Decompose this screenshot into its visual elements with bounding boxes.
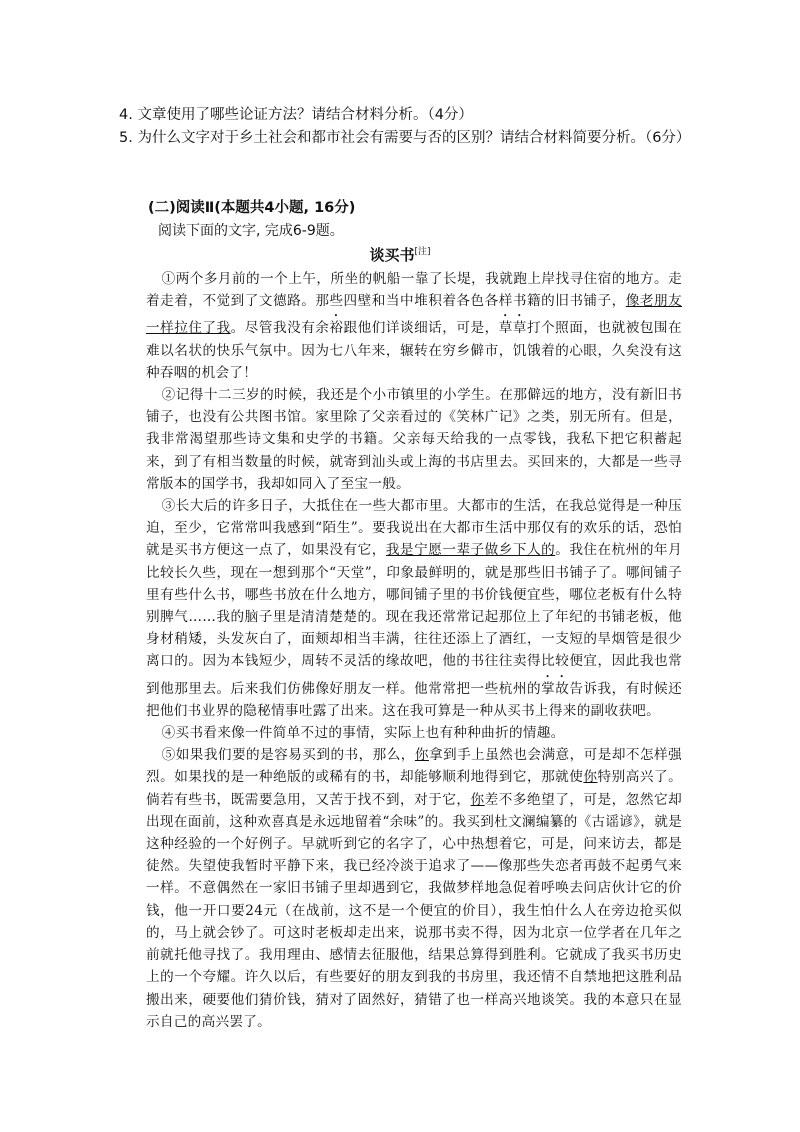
p1-underlined-phrase: 像老朋友一样拉住了我 <box>146 293 682 337</box>
question-4: 4. 文章使用了哪些论证方法？请结合材料分析。（4分） <box>119 107 473 123</box>
p3-dotted-word-zhanggu: 掌故 <box>541 680 570 697</box>
p5-underlined-ni-3: 你 <box>470 791 485 808</box>
section-title: (二)阅读Ⅱ(本题共4小题, 16分) <box>148 200 356 216</box>
p1-text-g: 打个照面，也就被包围在难以名状的快乐气氛中。因为七八年来，辗转在穷乡僻市，饥饿着的心眼，久矣没有这种吞咽的机会了！ <box>146 320 682 381</box>
p5-text-e: 特别高兴了。倘若有些书，既需要急用，又苦于找不到，对于它， <box>146 769 682 808</box>
paragraph-1 <box>146 268 682 384</box>
paragraph-3 <box>146 495 682 722</box>
p5-text-c: 拿到手上虽然也会满意，可是却不怎样强烈。如果找的是一种绝版的或稀有的书，却能够顺利地得到它，那就使 <box>146 747 682 786</box>
p3-text-a: ③长大后的许多日子，大抵住在一些大都市里。大都市的生活，在我总觉得是一种压迫，至少，它常常叫我感到“陌生”。要我说出在大都市生活中那仅有的欢乐的话，恐怕就是买书方便这一点了，如果没有它， <box>146 498 682 559</box>
p3-underlined-phrase: 我是宁愿一辈子做乡下人的 <box>385 542 556 559</box>
paragraph-5 <box>146 744 682 1033</box>
article-note-mark: [注] <box>414 247 431 257</box>
p3-text-e: 告诉我，有时候还把他们书业界的隐秘情事吐露了出来。这在我可算是一种从买书上得来的副收获吧。 <box>146 680 682 719</box>
section-instruction: 阅读下面的文字, 完成6-9题。 <box>158 223 344 239</box>
p5-text-a: ⑤如果我们要的是容易买到的书，那么， <box>161 747 415 764</box>
p1-dotted-word-yu: 裕 <box>329 320 344 337</box>
p1-text-c: 。尽管我没有余 <box>230 320 330 337</box>
question-5: 5. 为什么文字对于乡土社会和都市社会有需要与否的区别？请结合材料简要分析。（6分） <box>119 130 691 146</box>
article-title <box>0 244 800 265</box>
article-title-text: 谈买书 <box>369 246 415 264</box>
p1-dotted-word-caocao: 草草 <box>498 320 527 337</box>
paragraph-4: ④买书看来像一件简单不过的事情，实际上也有种种曲折的情趣。 <box>161 725 565 742</box>
p1-text-a: ①两个多月前的一个上午，所坐的帆船一靠了长堤，我就跑上岸找寻住宿的地方。走着走着，不觉到了文德路。那些四壁和当中堆积着各色各样书籍的旧书铺子， <box>146 271 682 310</box>
p1-text-e: 跟他们详谈细话，可是， <box>343 320 499 337</box>
p5-underlined-ni-2: 你 <box>583 769 598 786</box>
p3-text-c: 。我住在杭州的年月比较长久些，现在一想到那个“天堂”，印象最鲜明的，就是那些旧书铺子了。哪间铺子里有些什么书，哪些书放在什么地方，哪间铺子里的书价钱便宜些，哪位老板有什么特别脾气……我的脑子里是清清楚楚的。现在我还常常记起那位上了年纪的书铺老板，他身材稍矮，头发灰白了，面颊却相当丰满，往往还添上了酒红，一支短的旱烟管是很少离口的。因为本钱短少，周转不灵活的缘故吧，他的书往往卖得比较便宜，因此我也常到他那里去。后来我们仿佛像好朋友一样。他常常把一些杭州的 <box>146 542 682 697</box>
p5-text-g: 差不多绝望了，可是，忽然它却出现在面前，这种欢喜真是永远地留着“余味”的。我买到杜文澜编纂的《古谣谚》，就是这种经验的一个好例子。早就听到它的名字了，心中热想着它，可是，问来访去，都是徒然。失望使我暂时平静下来，我已经冷淡于追求了——像那些失恋者再鼓不起勇气来一样。不意偶然在一家旧书铺子里却遇到它，我做梦样地急促着呼唤去问店伙计它的价钱，他一开口要24元（在战前，这不是一个便宜的价目），我生怕什么人在旁边抢买似的，马上就会钞了。可这时老板却走出来，说那书卖不得，因为北京一位学者在几年之前就托他寻找了。我用理由、感情去征服他，结果总算得到胜利。它就成了我买书历史上的一个夸耀。许久以后，有些要好的朋友到我的书房里，我还情不自禁地把这胜利品搬出来，硬要他们猜价钱，猜对了固然好，猜错了也一样高兴地谈笑。我的本意只在显示自己的高兴罢了。 <box>146 791 682 1030</box>
p5-underlined-ni-1: 你 <box>414 747 429 764</box>
article-body <box>146 268 682 1033</box>
paragraph-2: ②记得十二三岁的时候，我还是个小市镇里的小学生。在那僻远的地方，没有新旧书铺子，也没有公共图书馆。家里除了父亲看过的《笑林广记》之类，别无所有。但是，我非常渴望那些诗文集和史学的书籍。父亲每天给我的一点零钱，我私下把它积蓄起来，到了有相当数量的时候，就寄到汕头或上海的书店里去。买回来的，大都是一些寻常版本的国学书，我却如同入了至宝一般。 <box>146 387 682 492</box>
